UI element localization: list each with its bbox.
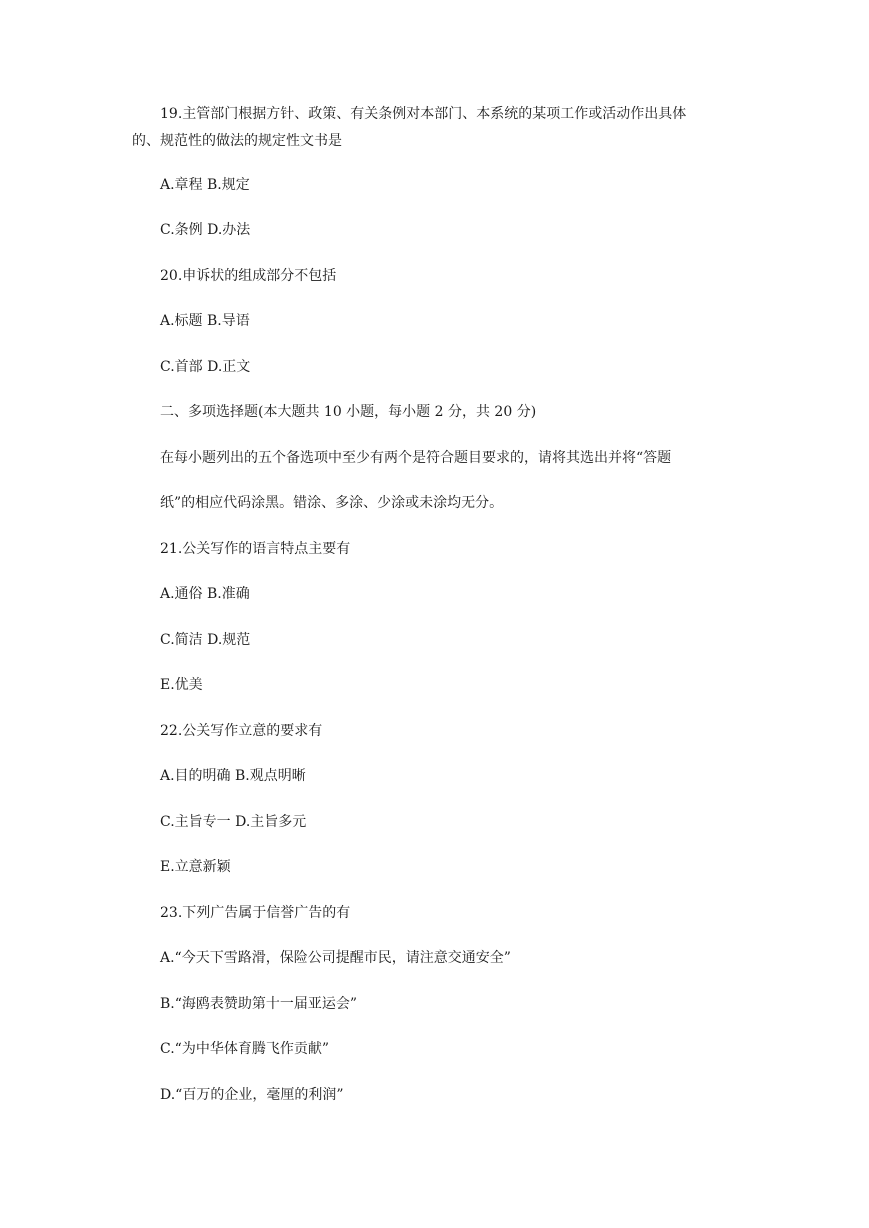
- section2-heading: 二、多项选择题(本大题共 10 小题，每小题 2 分，共 20 分): [160, 404, 537, 420]
- q23-option-c: C.“为中华体育腾飞作贡献”: [160, 1041, 329, 1057]
- q23-option-a: A.“今天下雪路滑，保险公司提醒市民，请注意交通安全”: [160, 950, 511, 966]
- q19-stem-line2: 的、规范性的做法的规定性文书是: [132, 133, 342, 149]
- q20-options-cd: C.首部 D.正文: [160, 359, 251, 375]
- q21-stem: 21.公关写作的语言特点主要有: [160, 541, 351, 557]
- q21-option-e: E.优美: [160, 677, 203, 693]
- q19-options-ab: A.章程 B.规定: [160, 177, 250, 193]
- q23-option-d: D.“百万的企业，毫厘的利润”: [160, 1087, 344, 1103]
- q23-option-b: B.“海鸥表赞助第十一届亚运会”: [160, 996, 358, 1012]
- q21-options-ab: A.通俗 B.准确: [160, 586, 250, 602]
- section2-instructions-line2: 纸”的相应代码涂黑。错涂、多涂、少涂或未涂均无分。: [160, 495, 504, 511]
- section2-instructions-line1: 在每小题列出的五个备选项中至少有两个是符合题目要求的，请将其选出并将“答题: [160, 450, 672, 466]
- q22-options-cd: C.主旨专一 D.主旨多元: [160, 814, 307, 830]
- q21-options-cd: C.简洁 D.规范: [160, 632, 251, 648]
- q19-options-cd: C.条例 D.办法: [160, 222, 251, 238]
- q20-options-ab: A.标题 B.导语: [160, 313, 250, 329]
- q22-stem: 22.公关写作立意的要求有: [160, 723, 323, 739]
- q20-stem: 20.申诉状的组成部分不包括: [160, 268, 337, 284]
- q19-stem-line1: 19.主管部门根据方针、政策、有关条例对本部门、本系统的某项工作或活动作出具体: [160, 106, 687, 122]
- q22-options-ab: A.目的明确 B.观点明晰: [160, 768, 306, 784]
- q22-option-e: E.立意新颖: [160, 859, 231, 875]
- q23-stem: 23.下列广告属于信誉广告的有: [160, 905, 351, 921]
